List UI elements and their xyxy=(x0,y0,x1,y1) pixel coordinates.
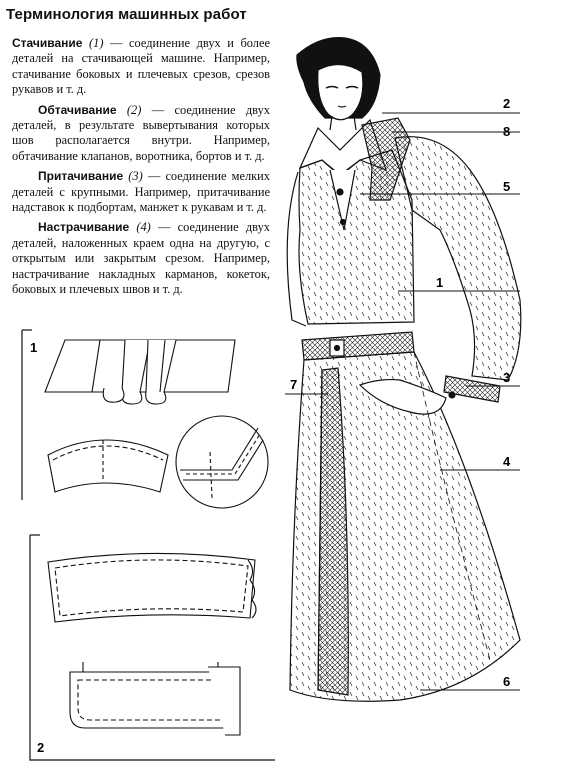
definition: — соединение двух деталей, в результате вывертывания которых шов располагается внутри. Например, обтачивание клапанов, воротника, бортов и т. д. xyxy=(12,102,270,163)
figure-1-stitching-examples xyxy=(22,330,268,508)
curved-facing-drawing xyxy=(48,440,168,492)
seam-layers-drawing xyxy=(45,340,235,404)
definition: — соединение двух и более деталей на стачивающей машине. Например, стачивание боковых и плечевых срезов, срезов рукавов и т. д. xyxy=(12,36,270,97)
term: Стачивание xyxy=(12,36,83,50)
dress-illustration xyxy=(287,38,521,702)
term: Притачивание xyxy=(38,169,124,184)
term: Обтачивание xyxy=(38,102,117,117)
callout-4: 4 xyxy=(503,454,511,469)
seam-detail-circle xyxy=(176,416,268,508)
callout-7: 7 xyxy=(290,377,298,392)
definition: — соединение мелких деталей с крупными. Например, притачивание надставок к подбортам, манжет к рукавам и т. д. xyxy=(12,169,270,215)
term-number: (3) xyxy=(128,169,143,184)
figure-1-label: 1 xyxy=(30,340,38,355)
callout-2: 2 xyxy=(503,96,511,111)
callout-6: 6 xyxy=(503,674,511,689)
yoke-drawing xyxy=(48,553,256,622)
figure-2-label: 2 xyxy=(37,740,45,755)
pocket-drawing xyxy=(70,662,240,735)
term-number: (2) xyxy=(126,102,142,117)
callout-8: 8 xyxy=(503,124,511,139)
figure-2-pocket-examples xyxy=(30,535,275,760)
callout-5: 5 xyxy=(503,179,511,194)
callout-3: 3 xyxy=(503,370,511,385)
term-number: (1) xyxy=(89,36,104,50)
definition: — соединение двух деталей, наложенных краем одна на другую, с открытым или закрытым срезом. Например, настрачивание накладных карманов, кокеток, боковых и плечевых швов и т. д. xyxy=(12,220,270,297)
page-title: Терминология машинных работ xyxy=(6,6,247,23)
term: Настрачивание xyxy=(38,220,130,235)
callout-1: 1 xyxy=(436,275,444,290)
term-number: (4) xyxy=(136,220,151,235)
